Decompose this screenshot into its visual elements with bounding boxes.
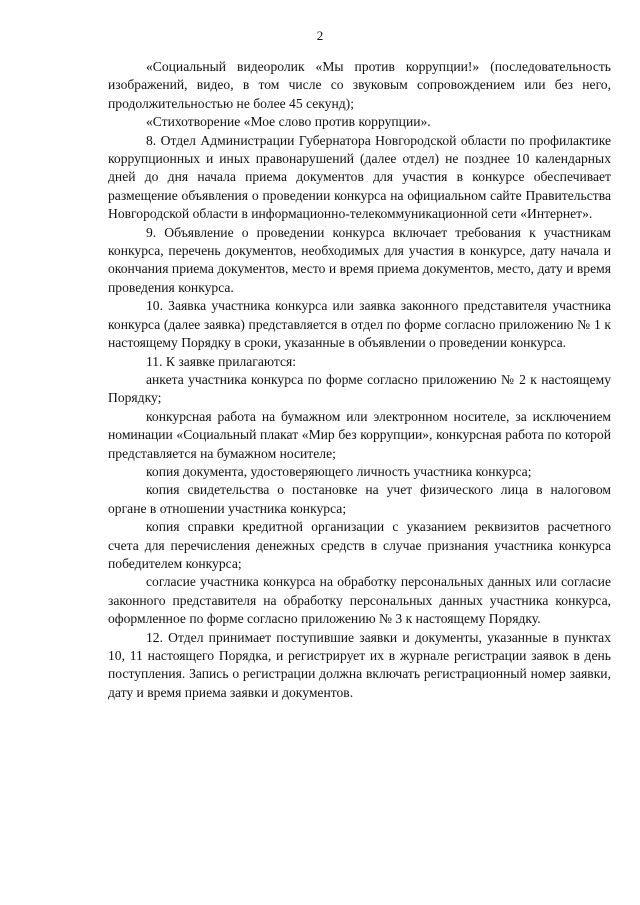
paragraph-bank-details: копия справки кредитной организации с указанием реквизитов расчетного счета для перечисления денежных средств в случае признания участника конкурса победителем конкурса; <box>108 519 611 571</box>
paragraph-contest-work: конкурсная работа на бумажном или электронном носителе, за исключением номинации «Социальный плакат «Мир без коррупции», конкурсная работа по которой представляется на бумажном носителе; <box>108 408 611 461</box>
paragraph-questionnaire: анкета участника конкурса по форме согласно приложению № 2 к настоящему Порядку; <box>108 371 611 406</box>
paragraph-item-11: 11. К заявке прилагаются: <box>146 353 297 369</box>
paragraph-item-8: 8. Отдел Администрации Губернатора Новгородской области по профилактике коррупционных и иных правонарушений (далее отдел) не позднее 10 календарных дней до дня начала приема документов для участия в конкурсе обеспечивает размещение объявления о проведении конкурса на официальном сайте Правительства Новгородской области в информационно-телекоммуникационной сети «Интернет». <box>108 132 611 222</box>
paragraph-tax-certificate: копия свидетельства о постановке на учет физического лица в налоговом органе в отношении участника конкурса; <box>108 482 611 516</box>
paragraph-item-9: 9. Объявление о проведении конкурса включает требования к участникам конкурса, перечень документов, необходимых для участия в конкурсе, дату начала и окончания приема документов, место и время приема документов, место, дату и время проведения конкурса. <box>108 224 611 295</box>
paragraph-personal-data-consent: согласие участника конкурса на обработку персональных данных или согласие законного представителя на обработку персональных данных участника конкурса, оформленное по форме согласно приложению № 3 к настоящему Порядку. <box>108 574 611 627</box>
paragraph-item-10: 10. Заявка участника конкурса или заявка законного представителя участника конкурса (далее заявка) представляется в отдел по форме согласно приложению № 1 к настоящему Порядку в сроки, указанные в объявлении о проведении конкурса. <box>108 298 611 351</box>
paragraph-item-12: 12. Отдел принимает поступившие заявки и документы, указанные в пунктах 10, 11 настоящего Порядка, и регистрирует их в журнале регистрации заявок в день поступления. Запись о регистрации должна включать регистрационный номер заявки, дату и время приема заявки и документов. <box>108 629 611 700</box>
paragraph-video-nomination: «Социальный видеоролик «Мы против коррупции!» (последовательность изображений, видео, в том числе со звуковым сопровождением или без него, продолжительностью не более 45 секунд); <box>108 59 611 111</box>
paragraph-identity-document: копия документа, удостоверяющего личность участника конкурса; <box>146 463 532 479</box>
page-number: 2 <box>316 28 324 43</box>
document-body <box>108 58 611 702</box>
paragraph-poem-nomination: «Стихотворение «Мое слово против коррупции». <box>146 114 431 130</box>
